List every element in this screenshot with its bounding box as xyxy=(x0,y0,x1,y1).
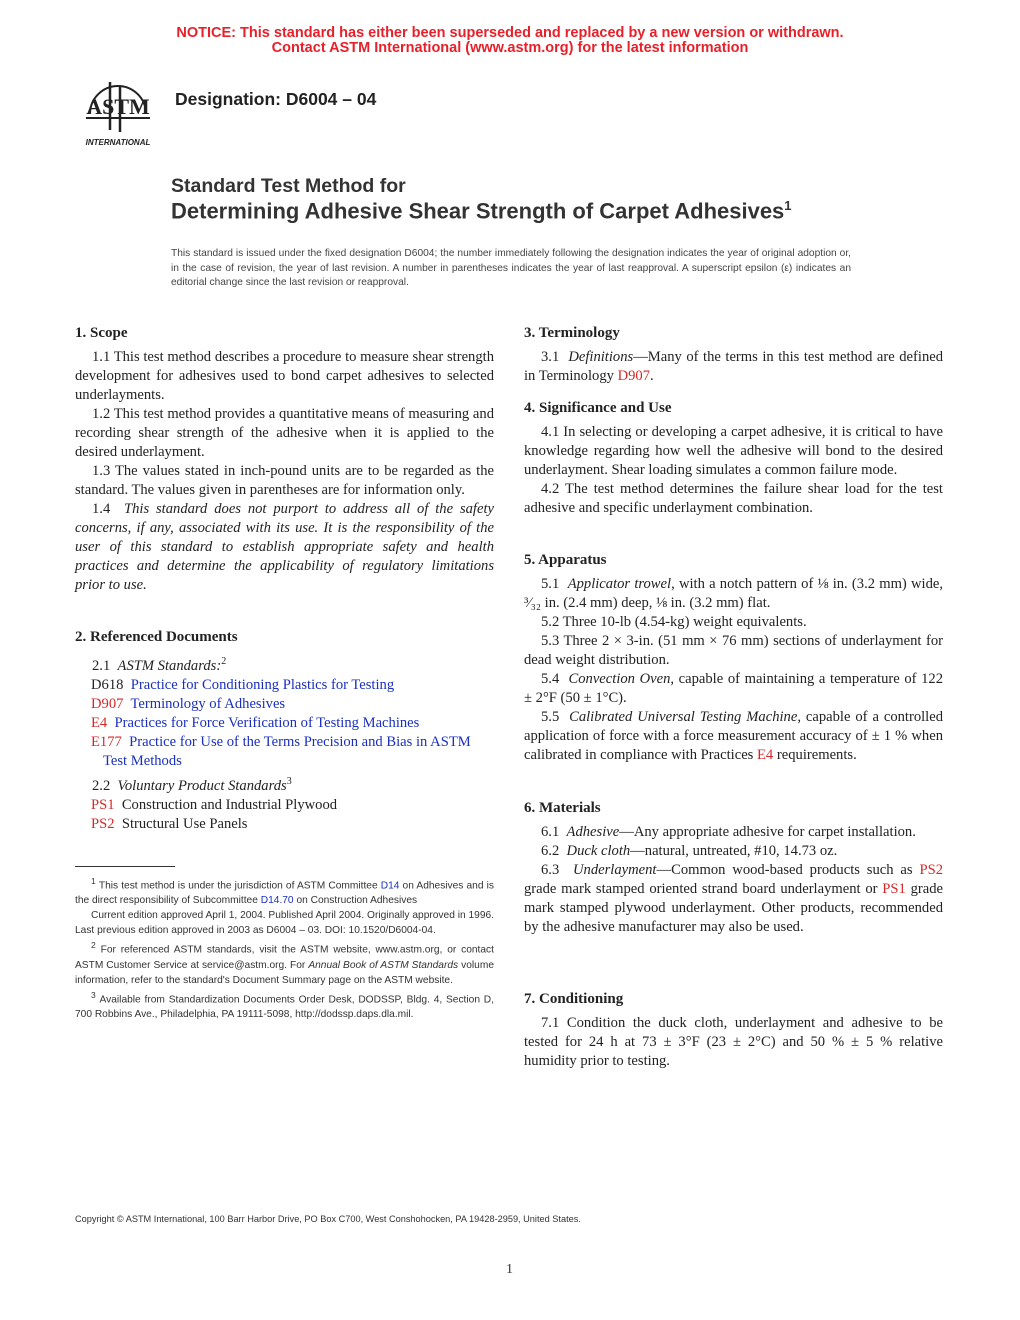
section-materials xyxy=(524,799,943,937)
section-apparatus xyxy=(524,551,943,765)
section-conditioning xyxy=(524,990,943,1071)
terminology-heading: 3. Terminology xyxy=(524,325,620,341)
footnote-divider xyxy=(75,866,175,867)
ref-ps2[interactable]: PS2 Structural Use Panels xyxy=(91,815,248,832)
ps1-link[interactable]: PS1 xyxy=(882,881,906,897)
significance-heading: 4. Significance and Use xyxy=(524,400,672,416)
footnote-1-edition: Current edition approved April 1, 2004. Published April 2004. Originally approved in 1996. Last previous edition approved in 2003 as D6004 – 03. DOI: 10.1520/D6004-04. xyxy=(75,910,494,937)
significance-4-1: 4.1 In selecting or developing a carpet adhesive, it is critical to have knowledge regarding how well the adhesive will bond to the desired underlayment. Shear loading simulates a common failure mode. xyxy=(524,424,943,478)
issued-statement: This standard is issued under the fixed designation D6004; the number immediately following the designation indicates the year of original adoption or, in the case of revision, the year of last revision. A number in parentheses indicates the year of last reapproval. A superscript epsilon (ε) indicates an editorial change since the last revision or reapproval. xyxy=(171,248,851,289)
ref-e4[interactable]: E4 Practices for Force Verification of Testing Machines xyxy=(91,714,420,731)
section-referenced-documents xyxy=(75,628,494,834)
footnote-2: $^2$ For referenced ASTM standards, visit the ASTM website, www.astm.org, or contact ASTM Customer Service at service@astm.org. For Annual Book of ASTM Standards volume information, refer to the standard's Document Summary page on the ASTM website. xyxy=(75,940,494,986)
ref-e177[interactable]: E177 Practice for Use of the Terms Precision and Bias in ASTM Test Methods xyxy=(91,733,471,769)
copyright: Copyright © ASTM International, 100 Barr Harbor Drive, PO Box C700, West Conshohocken, PA 19428-2959, United States. xyxy=(75,1214,581,1224)
footnote-1: $^1$ This test method is under the jurisdiction of ASTM Committee D14 on Adhesives and is the direct responsibility of Subcommittee D14.70 on Construction Adhesives xyxy=(75,876,494,907)
materials-heading: 6. Materials xyxy=(524,800,601,816)
ref-ps1[interactable]: PS1 Construction and Industrial Plywood xyxy=(91,796,338,813)
ref-list xyxy=(75,676,494,771)
notice-line-2: Contact ASTM International (www.astm.org) for the latest information xyxy=(271,40,749,56)
section-significance xyxy=(524,399,943,518)
astm-standards-label: 2.1 ASTM Standards:$^2$ xyxy=(92,656,227,674)
apparatus-5-3: 5.3 Three 2 × 3-in. (51 mm × 76 mm) sections of underlayment for dead weight distribution. xyxy=(524,633,943,668)
e4-link[interactable]: E4 xyxy=(757,747,774,763)
logo-letters: ASTM xyxy=(86,94,150,119)
scope-heading: 1. Scope xyxy=(75,325,128,341)
apparatus-5-1: 5.1 Applicator trowel, with a notch pattern of ⅛ in. (3.2 mm) wide, ³⁄₃₂ in. (2.4 mm) deep, ⅛ in. (3.2 mm) flat. xyxy=(524,576,944,611)
footnote-3: $^3$ Available from Standardization Documents Order Desk, DODSSP, Bldg. 4, Section D, 700 Robbins Ave., Philadelphia, PA 19111-5098, http://dodssp.daps.dla.mil. xyxy=(75,989,494,1021)
page-number: 1 xyxy=(506,1262,513,1277)
scope-1-4: 1.4 This standard does not purport to address all of the safety concerns, if any, associated with its use. It is the responsibility of the user of this standard to establish appropriate safety and health practices and determine the applicability of regulatory limitations prior to use. xyxy=(75,501,494,593)
d907-link[interactable]: D907 xyxy=(617,368,651,384)
scope-1-2: 1.2 This test method provides a quantitative means of measuring and recording shear strength of the adhesive when it is applied to the desired underlayment. xyxy=(75,406,494,460)
voluntary-standards-label: 2.2 Voluntary Product Standards$^3$ xyxy=(92,775,292,794)
logo-tagline: INTERNATIONAL xyxy=(85,138,151,147)
document-title xyxy=(171,198,792,224)
apparatus-5-4: 5.4 Convection Oven, capable of maintaining a temperature of 122 ± 2°F (50 ± 1°C). xyxy=(524,671,944,706)
notice-line-1: NOTICE: This standard has either been superseded and replaced by a new version or withdrawn. xyxy=(176,25,844,41)
materials-6-3: 6.3 Underlayment—Common wood-based products such as PS2 grade mark stamped oriented strand board underlayment or PS1 grade mark stamped plywood underlayment. Other products, recommended by the adhesive manufacturer may also be used. xyxy=(524,862,944,935)
terminology-3-1: 3.1 Definitions—Many of the terms in this test method are defined in Terminology D907. xyxy=(524,349,944,384)
title-line-2: Determining Adhesive Shear Strength of Carpet Adhesives xyxy=(171,198,785,224)
conditioning-heading: 7. Conditioning xyxy=(524,991,624,1007)
ref-d907[interactable]: D907 Terminology of Adhesives xyxy=(91,695,286,712)
section-scope xyxy=(75,324,494,595)
materials-6-1: 6.1 Adhesive—Any appropriate adhesive for carpet installation. xyxy=(541,824,916,840)
title-line-1: Standard Test Method for xyxy=(171,175,406,197)
apparatus-heading: 5. Apparatus xyxy=(524,552,607,568)
referenced-heading: 2. Referenced Documents xyxy=(75,629,238,645)
scope-1-3: 1.3 The values stated in inch-pound units are to be regarded as the standard. The values given in parentheses are for information only. xyxy=(75,463,494,498)
apparatus-5-5: 5.5 Calibrated Universal Testing Machine, capable of a controlled application of force with a force measurement accuracy of ± 1 % when calibrated in compliance with Practices E4 requirements. xyxy=(524,709,944,763)
materials-6-2: 6.2 Duck cloth—natural, untreated, #10, 14.73 oz. xyxy=(541,843,838,859)
ref-d618[interactable]: D618 Practice for Conditioning Plastics for Testing xyxy=(91,676,395,693)
ps2-link[interactable]: PS2 xyxy=(919,862,943,878)
apparatus-5-2: 5.2 Three 10-lb (4.54-kg) weight equivalents. xyxy=(541,614,807,630)
conditioning-7-1: 7.1 Condition the duck cloth, underlayment and adhesive to be tested for 24 h at 73 ± 3°F (23 ± 2°C) and 50 % ± 5 % relative humidity prior to testing. xyxy=(524,1015,943,1069)
scope-1-1: 1.1 This test method describes a procedure to measure shear strength development for adhesives used to bond carpet adhesives to selected underlayments. xyxy=(75,349,494,403)
designation: Designation: D6004 – 04 xyxy=(175,89,377,109)
withdrawal-notice xyxy=(0,26,1020,56)
significance-4-2: 4.2 The test method determines the failure shear load for the test adhesive and specific underlayment combination. xyxy=(524,481,943,516)
title-footnote-mark: 1 xyxy=(784,198,792,213)
section-terminology xyxy=(524,324,943,386)
footnotes xyxy=(75,874,494,1022)
astm-logo-icon xyxy=(76,72,160,150)
